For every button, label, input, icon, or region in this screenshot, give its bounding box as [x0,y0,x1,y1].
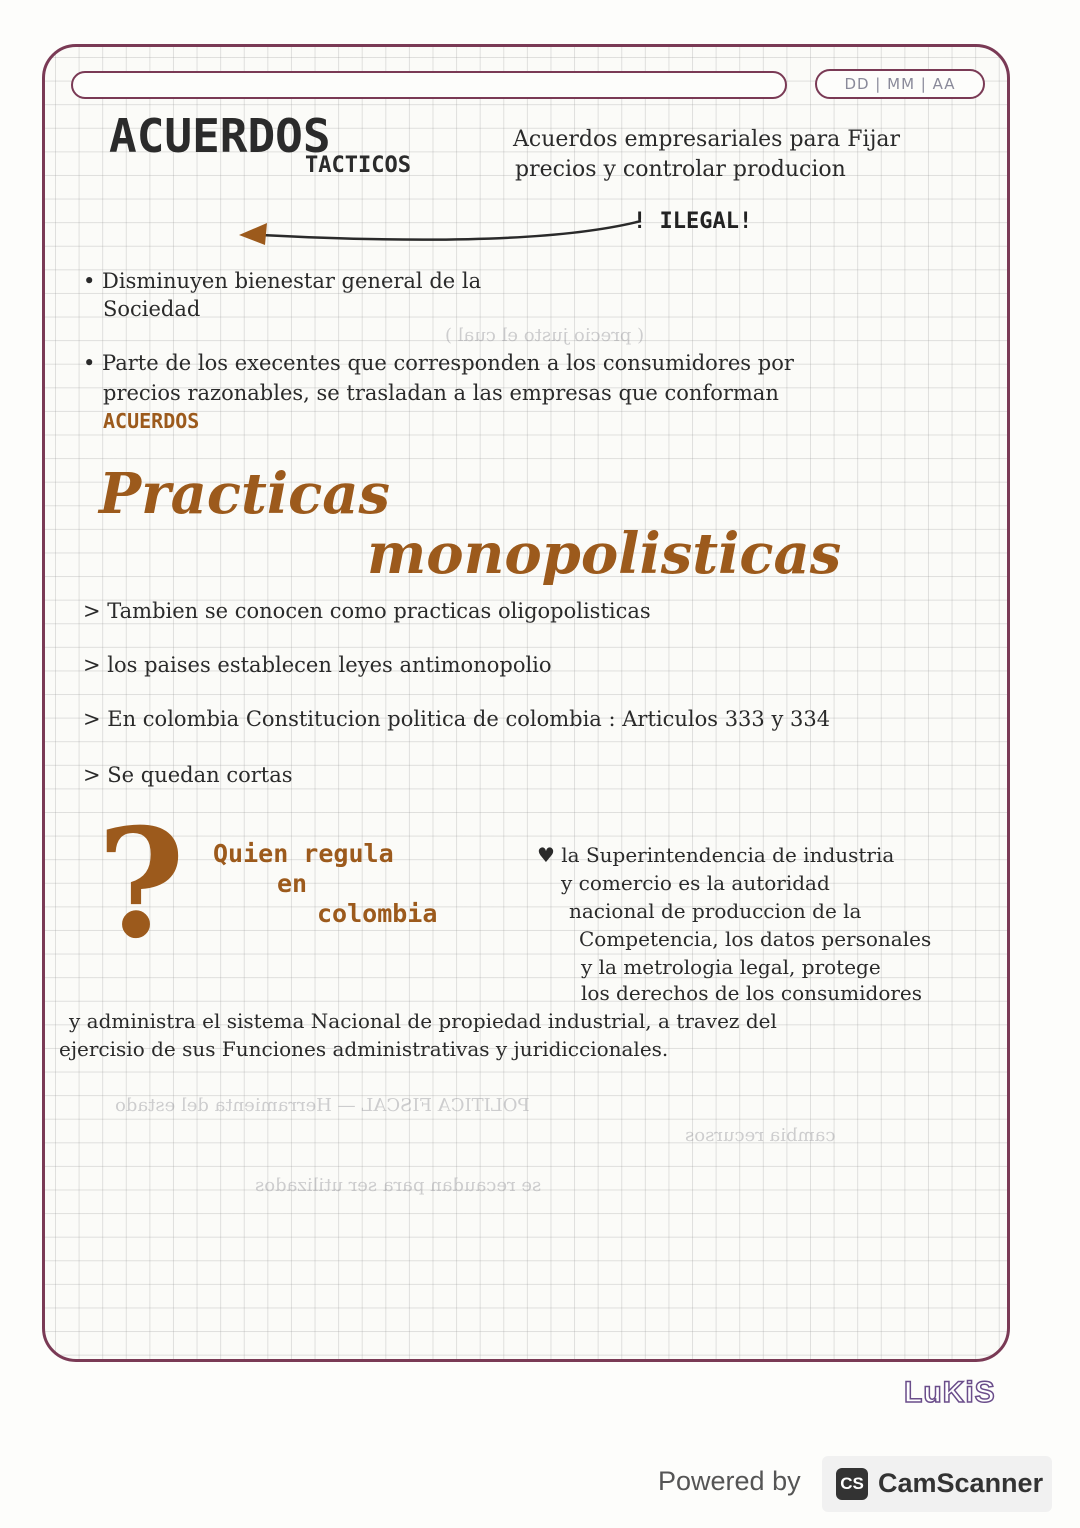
signature-logo: LuKiS [904,1376,996,1409]
illegal-warning: ! ILEGAL! [633,209,753,234]
acuerdos-title: ACUERDOS [109,109,331,163]
answer-line1: ♥ la Superintendencia de industria [537,843,895,867]
regula-label-line1: Quien regula [213,839,394,868]
acuerdos-definition-line2: precios y controlar producion [515,157,846,182]
answer-line5: y la metrologia legal, protege [581,955,881,979]
acuerdos-subtitle: TACTICOS [305,153,411,178]
camscanner-icon: CS [836,1468,868,1500]
question-mark-icon: ? [97,796,185,972]
bullet2-line1: • Parte de los execentes que corresponden a los consumidores por [83,351,794,375]
answer-line4: Competencia, los datos personales [579,927,932,951]
powered-by-label: Powered by [658,1466,801,1496]
bullet2-line2: precios razonables, se trasladan a las empresas que conforman [103,381,779,405]
notebook-page [42,44,1010,1362]
bleed-through-text: ( precio justo el cual ) [445,325,645,346]
date-box: DD | MM | AA [815,69,985,99]
practicas-item-1: > Tambien se conocen como practicas oligopolisticas [83,599,651,623]
practicas-item-3: > En colombia Constitucion politica de colombia : Articulos 333 y 334 [83,707,831,731]
acuerdos-definition-line1: Acuerdos empresariales para Fijar [513,127,901,152]
bullet2-line3: ACUERDOS [103,409,200,433]
bleed-through-text: POLITICA FISCAL — Herramienta del estado [115,1095,530,1116]
answer-line7: y administra el sistema Nacional de propiedad industrial, a travez del [69,1009,777,1033]
practicas-item-2: > los paises establecen leyes antimonopolio [83,653,552,677]
practicas-title-line2: monopolisticas [367,521,842,587]
answer-line6: los derechos de los consumidores [581,981,923,1005]
regula-label-line2: en [277,869,308,898]
camscanner-name: CamScanner [878,1468,1044,1498]
answer-line2: y comercio es la autoridad [561,871,830,895]
practicas-title-line1: Practicas [99,461,391,527]
bleed-through-text: cambia recursos [685,1125,836,1146]
answer-line8: ejercisio de sus Funciones administrativas y juridiccionales. [59,1037,669,1061]
arrow-left-icon [231,203,651,253]
practicas-item-4: > Se quedan cortas [83,763,293,787]
bullet1-line1: • Disminuyen bienestar general de la [83,269,482,293]
bullet1-line2: Sociedad [103,297,201,321]
answer-line3: nacional de produccion de la [569,899,862,923]
regula-label-line3: colombia [317,899,438,928]
bleed-through-text: se recaudan para ser utilizados [255,1175,542,1196]
title-bar [71,71,787,99]
